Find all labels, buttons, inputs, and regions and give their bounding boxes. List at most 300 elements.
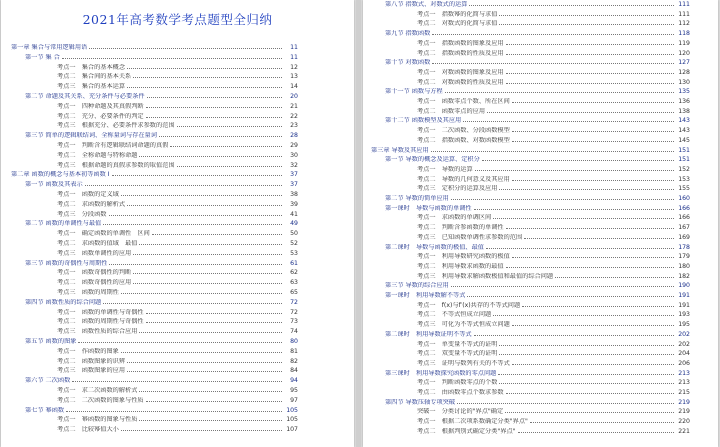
toc-entry[interactable] bbox=[25, 53, 298, 61]
toc-entry-title: 考点二 函数的周期性与奇偶性 bbox=[57, 318, 144, 326]
toc-leader-dots bbox=[499, 354, 674, 355]
toc-leader-dots bbox=[469, 5, 674, 6]
toc-entry-page: 37 bbox=[290, 181, 298, 189]
toc-entry-page: 130 bbox=[678, 78, 690, 86]
toc-leader-dots bbox=[555, 277, 674, 278]
toc-entry-page: 50 bbox=[290, 230, 298, 238]
toc-leader-dots bbox=[103, 224, 282, 225]
toc-entry-title: 第七节 幂函数 bbox=[25, 406, 65, 414]
toc-leader-dots bbox=[127, 68, 282, 69]
toc-entry[interactable] bbox=[385, 87, 690, 95]
toc-leader-dots bbox=[432, 63, 674, 64]
toc-entry[interactable] bbox=[385, 204, 690, 212]
toc-entry-title: 考点二 全称命题与特称命题 bbox=[57, 151, 138, 159]
toc-entry-title: 第二课时 利用导数证明不等式 bbox=[385, 330, 472, 338]
toc-entry-page: 23 bbox=[290, 122, 298, 130]
toc-entry-title: 第三节 简单的逻辑联结词、全称量词与存在量词 bbox=[25, 132, 157, 140]
toc-entry-title: 第三章 导数及其应用 bbox=[371, 146, 429, 154]
toc-leader-dots bbox=[506, 73, 674, 74]
toc-entry-title: 第十一节 函数与方程 bbox=[385, 88, 443, 96]
toc-entry[interactable] bbox=[417, 126, 690, 134]
toc-entry-page: 29 bbox=[290, 142, 298, 149]
toc-entry-page: 111 bbox=[678, 10, 690, 18]
toc-entry-page: 204 bbox=[678, 350, 690, 358]
toc-entry[interactable] bbox=[417, 252, 690, 260]
toc-leader-dots bbox=[512, 325, 674, 326]
toc-entry-title: 考点二 对数函数的性质及应用 bbox=[417, 78, 504, 86]
toc-entry-page: 53 bbox=[290, 249, 298, 257]
toc-entry[interactable] bbox=[385, 29, 690, 37]
toc-leader-dots bbox=[146, 401, 282, 402]
toc-entry-page: 14 bbox=[290, 83, 298, 91]
toc-leader-dots bbox=[457, 403, 674, 404]
toc-entry-page: 49 bbox=[290, 220, 298, 228]
toc-entry[interactable] bbox=[417, 407, 690, 415]
toc-entry-title: 第一课时 利用导数解不等式 bbox=[385, 292, 466, 299]
toc-entry[interactable] bbox=[417, 427, 690, 435]
toc-leader-dots bbox=[177, 126, 282, 127]
toc-entry-title: 第三课时 利用导数探究函数的零点问题 bbox=[385, 369, 497, 377]
toc-entry-title: 考点二 求函数的值域 最值 bbox=[57, 240, 138, 247]
toc-entry-page: 151 bbox=[678, 156, 690, 164]
toc-leader-dots bbox=[109, 264, 282, 265]
toc-leader-dots bbox=[127, 205, 282, 206]
toc-leader-dots bbox=[506, 44, 674, 45]
toc-leader-dots bbox=[139, 332, 282, 333]
toc-entry[interactable] bbox=[57, 102, 298, 110]
toc-entry-page: 20 bbox=[290, 93, 298, 100]
toc-entry-title: 第一章 集合与常用逻辑用语 bbox=[11, 44, 88, 51]
toc-leader-dots bbox=[152, 234, 282, 235]
toc-entry[interactable] bbox=[385, 0, 690, 8]
toc-entry[interactable] bbox=[385, 330, 690, 338]
toc-entry[interactable] bbox=[25, 298, 298, 306]
toc-entry-page: 73 bbox=[290, 318, 298, 326]
toc-entry-page: 127 bbox=[678, 59, 690, 67]
toc-leader-dots bbox=[493, 315, 674, 316]
toc-leader-dots bbox=[498, 374, 674, 375]
toc-entry-page: 160 bbox=[678, 195, 690, 202]
toc-entry[interactable] bbox=[25, 219, 298, 227]
toc-entry-title: 考点二 二次函数的图象与性质 bbox=[57, 396, 144, 404]
toc-entry[interactable] bbox=[417, 417, 690, 425]
toc-entry[interactable] bbox=[385, 398, 690, 406]
toc-entry-page: 166 bbox=[678, 214, 690, 222]
toc-leader-dots bbox=[463, 121, 674, 122]
toc-leader-dots bbox=[109, 215, 283, 216]
toc-entry-title: 考点一 f(x)与f′(x)共存的不等式问题 bbox=[417, 301, 521, 309]
toc-leader-dots bbox=[522, 306, 674, 307]
toc-entry[interactable] bbox=[57, 249, 298, 257]
toc-leader-dots bbox=[512, 141, 674, 142]
toc-entry-title: 考点二 集合间的基本关系 bbox=[57, 73, 132, 81]
toc-entry-title: 考点二 不等式恒成立问题 bbox=[417, 311, 492, 319]
toc-entry[interactable] bbox=[417, 175, 690, 183]
toc-entry-title: 考点一 判断含有逻辑联结词命题的真假 bbox=[57, 142, 169, 149]
toc-entry-title: 第六节 二次函数 bbox=[25, 377, 71, 385]
toc-entry-title: 考点一 单变量不等式的证明 bbox=[417, 340, 498, 348]
toc-entry-page: 61 bbox=[290, 259, 298, 267]
toc-leader-dots bbox=[474, 209, 674, 210]
toc-leader-dots bbox=[121, 195, 282, 196]
toc-leader-dots bbox=[112, 175, 282, 176]
toc-entry[interactable] bbox=[385, 58, 690, 66]
toc-leader-dots bbox=[445, 92, 674, 93]
toc-leader-dots bbox=[133, 254, 282, 255]
toc-entry[interactable] bbox=[417, 10, 690, 18]
toc-entry-page: 80 bbox=[290, 338, 298, 345]
toc-entry-title: 考点三 根据充分、必要条件求参数的范围 bbox=[57, 122, 175, 130]
toc-entry-page: 202 bbox=[678, 330, 690, 338]
toc-leader-dots bbox=[524, 238, 674, 239]
toc-entry[interactable] bbox=[57, 386, 298, 394]
toc-entry[interactable] bbox=[57, 415, 298, 423]
toc-entry-page: 166 bbox=[678, 204, 690, 212]
toc-entry[interactable] bbox=[57, 327, 298, 335]
toc-entry-page: 202 bbox=[678, 340, 690, 348]
toc-leader-dots bbox=[474, 335, 674, 336]
toc-entry-page: 13 bbox=[290, 73, 298, 81]
toc-entry[interactable] bbox=[25, 376, 298, 384]
toc-entry[interactable] bbox=[57, 357, 298, 365]
toc-entry[interactable] bbox=[385, 281, 690, 289]
toc-entry-page: 195 bbox=[678, 321, 690, 329]
toc-entry[interactable] bbox=[417, 39, 690, 47]
toc-leader-dots bbox=[139, 156, 282, 157]
toc-entry-page: 219 bbox=[678, 398, 690, 406]
toc-entry-title: 第三节 函数的奇偶性与周期性 bbox=[25, 259, 108, 267]
toc-leader-dots bbox=[121, 352, 282, 353]
toc-entry[interactable] bbox=[57, 210, 298, 218]
toc-entry-title: 第八节 指数式、对数式的运算 bbox=[385, 1, 468, 8]
toc-entry[interactable] bbox=[417, 233, 690, 241]
page-gap bbox=[356, 0, 361, 447]
toc-entry-page: 167 bbox=[678, 224, 690, 232]
toc-leader-dots bbox=[103, 303, 282, 304]
toc-entry[interactable] bbox=[417, 320, 690, 328]
toc-entry[interactable] bbox=[57, 161, 298, 169]
toc-entry-page: 145 bbox=[678, 136, 690, 144]
toc-entry[interactable] bbox=[385, 243, 690, 251]
toc-entry-page: 155 bbox=[678, 185, 690, 193]
toc-entry[interactable] bbox=[57, 190, 298, 198]
toc-entry-page: 107 bbox=[286, 426, 298, 434]
toc-entry-title: 第二课时 导数与函数的极值、最值 bbox=[385, 243, 484, 251]
toc-entry-title: 考点一 求函数的单调区间 bbox=[417, 214, 492, 222]
toc-entry[interactable] bbox=[57, 268, 298, 276]
toc-entry-page: 22 bbox=[290, 112, 298, 120]
toc-entry-title: 考点三 集合的基本运算 bbox=[57, 83, 126, 91]
document-title: 2021年高考数学考点题型全归纳 bbox=[82, 12, 273, 27]
toc-entry-page: 206 bbox=[678, 359, 690, 367]
toc-entry[interactable] bbox=[57, 396, 298, 404]
toc-entry-title: 第五节 函数的图象 bbox=[25, 338, 77, 345]
toc-entry-title: 考点一 对数函数的图象及应用 bbox=[417, 68, 504, 76]
toc-entry-page: 111 bbox=[678, 1, 690, 8]
toc-entry[interactable] bbox=[385, 116, 690, 124]
toc-entry-title: 第四节 导数压轴专项突破 bbox=[385, 398, 456, 406]
toc-entry[interactable] bbox=[417, 68, 690, 76]
toc-entry-title: 考点二 利用导数求函数的最值 bbox=[417, 262, 504, 270]
toc-leader-dots bbox=[147, 97, 282, 98]
toc-leader-dots bbox=[139, 244, 282, 245]
toc-entry-title: 考点二 求函数的解析式 bbox=[57, 200, 126, 208]
toc-leader-dots bbox=[499, 345, 674, 346]
toc-entry[interactable] bbox=[57, 121, 298, 129]
toc-entry[interactable] bbox=[11, 43, 298, 51]
toc-entry[interactable] bbox=[25, 406, 298, 414]
left-page bbox=[1, 0, 354, 447]
toc-entry-title: 考点二 指数函数、对数函数模型 bbox=[417, 136, 510, 144]
toc-entry-page: 213 bbox=[678, 369, 690, 377]
toc-entry[interactable] bbox=[57, 239, 298, 247]
toc-leader-dots bbox=[482, 160, 674, 161]
toc-leader-dots bbox=[146, 313, 282, 314]
toc-entry[interactable] bbox=[417, 184, 690, 192]
toc-entry[interactable] bbox=[57, 317, 298, 325]
toc-entry-title: 考点三 可化为不等式恒成立问题 bbox=[417, 321, 510, 329]
toc-entry-page: 128 bbox=[678, 68, 690, 76]
toc-entry[interactable] bbox=[371, 146, 690, 154]
toc-leader-dots bbox=[121, 430, 282, 431]
toc-entry-page: 65 bbox=[290, 289, 298, 296]
toc-entry-page: 95 bbox=[290, 387, 298, 394]
toc-leader-dots bbox=[512, 257, 674, 258]
toc-entry-page: 39 bbox=[290, 200, 298, 208]
toc-entry-title: 考点三 定积分的运算及应用 bbox=[417, 185, 498, 193]
toc-entry-title: 考点二 双变量不等式的证明 bbox=[417, 350, 498, 358]
toc-entry-page: 152 bbox=[678, 165, 690, 173]
toc-leader-dots bbox=[512, 364, 674, 365]
toc-leader-dots bbox=[506, 83, 674, 84]
toc-entry-title: 第一节 函数及其表示 bbox=[25, 181, 83, 189]
toc-entry[interactable] bbox=[385, 369, 690, 377]
toc-entry-page: 213 bbox=[678, 379, 690, 387]
toc-entry-page: 136 bbox=[678, 98, 690, 105]
toc-entry-page: 32 bbox=[290, 161, 298, 169]
toc-entry[interactable] bbox=[417, 165, 690, 173]
toc-leader-dots bbox=[451, 199, 674, 200]
toc-entry[interactable] bbox=[57, 366, 298, 374]
toc-entry-page: 193 bbox=[678, 311, 690, 319]
toc-entry[interactable] bbox=[57, 141, 298, 149]
toc-leader-dots bbox=[127, 362, 282, 363]
toc-entry-page: 220 bbox=[678, 418, 690, 426]
toc-entry[interactable] bbox=[417, 136, 690, 144]
toc-entry[interactable] bbox=[57, 347, 298, 355]
toc-entry[interactable] bbox=[57, 288, 298, 296]
toc-entry[interactable] bbox=[25, 180, 298, 188]
toc-entry[interactable] bbox=[417, 97, 690, 105]
toc-entry[interactable] bbox=[417, 349, 690, 357]
toc-entry-title: 第二章 函数的概念与基本初等函数 I bbox=[11, 171, 110, 179]
toc-entry[interactable] bbox=[417, 78, 690, 86]
toc-entry-page: 12 bbox=[290, 63, 298, 71]
toc-entry[interactable] bbox=[25, 92, 298, 100]
toc-leader-dots bbox=[475, 170, 674, 171]
toc-leader-dots bbox=[139, 391, 282, 392]
toc-entry-page: 191 bbox=[678, 301, 690, 309]
toc-entry-page: 82 bbox=[290, 357, 298, 365]
toc-entry-page: 135 bbox=[678, 88, 690, 96]
toc-entry-page: 178 bbox=[678, 243, 690, 251]
toc-entry[interactable] bbox=[57, 63, 298, 71]
toc-entry-title: 考点一 函数的单调性与奇偶性 bbox=[57, 308, 144, 316]
toc-entry[interactable] bbox=[417, 49, 690, 57]
toc-leader-dots bbox=[431, 151, 674, 152]
toc-entry-page: 30 bbox=[290, 151, 298, 159]
toc-entry[interactable] bbox=[417, 213, 690, 221]
toc-entry-page: 52 bbox=[290, 240, 298, 247]
toc-entry-title: 考点一 幂函数的图象与性质 bbox=[57, 416, 138, 424]
toc-entry[interactable] bbox=[57, 72, 298, 80]
toc-entry-page: 180 bbox=[678, 262, 690, 270]
toc-entry[interactable] bbox=[417, 378, 690, 386]
toc-entry-title: 第二节 命题及其关系、充分条件与必要条件 bbox=[25, 93, 145, 100]
toc-entry[interactable] bbox=[57, 308, 298, 316]
toc-leader-dots bbox=[177, 166, 282, 167]
toc-entry-title: 考点二 判断含参函数的单调性 bbox=[417, 224, 504, 232]
toc-leader-dots bbox=[499, 189, 674, 190]
toc-entry-title: 考点二 由函数零点个数求参数 bbox=[417, 389, 504, 396]
toc-entry-page: 169 bbox=[678, 233, 690, 241]
toc-entry-page: 105 bbox=[286, 416, 298, 424]
toc-leader-dots bbox=[506, 393, 674, 394]
toc-entry-page: 118 bbox=[678, 30, 690, 38]
toc-leader-dots bbox=[146, 322, 282, 323]
toc-entry[interactable] bbox=[417, 262, 690, 270]
toc-entry-page: 63 bbox=[290, 279, 298, 287]
toc-entry[interactable] bbox=[57, 278, 298, 286]
toc-entry-title: 考点一 作函数的图象 bbox=[57, 347, 119, 355]
toc-leader-dots bbox=[467, 296, 674, 297]
toc-entry[interactable] bbox=[417, 340, 690, 348]
toc-entry-title: 第一节 导数的概念及运算、定积分 bbox=[385, 156, 480, 164]
toc-leader-dots bbox=[66, 411, 282, 412]
toc-entry-title: 第二节 导数的简单应用 bbox=[385, 195, 449, 202]
toc-entry-page: 190 bbox=[678, 282, 690, 290]
toc-entry-page: 62 bbox=[290, 269, 298, 277]
toc-entry-page: 28 bbox=[290, 132, 298, 140]
toc-entry-title: 第九节 指数函数 bbox=[385, 30, 431, 38]
toc-entry-title: 考点二 指数函数的性质及应用 bbox=[417, 49, 504, 57]
toc-entry[interactable] bbox=[417, 359, 690, 367]
toc-entry-title: 考点一 集合的基本概念 bbox=[57, 63, 126, 71]
toc-leader-dots bbox=[506, 54, 674, 55]
toc-entry[interactable] bbox=[57, 82, 298, 90]
toc-entry-page: 37 bbox=[290, 171, 298, 179]
toc-leader-dots bbox=[127, 371, 282, 372]
toc-entry-title: 考点一 函数的定义域 bbox=[57, 191, 119, 198]
toc-leader-dots bbox=[146, 107, 282, 108]
toc-leader-dots bbox=[133, 273, 282, 274]
toc-entry-title: 考点二 比较幂值大小 bbox=[57, 426, 119, 434]
toc-entry-page: 182 bbox=[678, 272, 690, 280]
toc-entry-page: 120 bbox=[678, 49, 690, 57]
toc-entry[interactable] bbox=[417, 107, 690, 115]
toc-leader-dots bbox=[170, 146, 282, 147]
right-page bbox=[363, 0, 718, 447]
toc-entry-title: 考点三 分段函数 bbox=[57, 210, 107, 218]
toc-entry-page: 94 bbox=[290, 377, 298, 385]
toc-leader-dots bbox=[85, 185, 282, 186]
toc-entry[interactable] bbox=[57, 151, 298, 159]
toc-entry-title: 考点三 根据命题的真假求参数的取值范围 bbox=[57, 161, 175, 169]
toc-leader-dots bbox=[451, 286, 674, 287]
toc-entry-page: 179 bbox=[678, 253, 690, 261]
toc-entry-page: 119 bbox=[678, 39, 690, 47]
toc-leader-dots bbox=[146, 117, 282, 118]
toc-entry-page: 191 bbox=[678, 292, 690, 299]
toc-entry-title: 考点二 充分、必要条件的判定 bbox=[57, 112, 144, 120]
toc-entry-title: 考点二 函数奇偶性的应用 bbox=[57, 279, 132, 287]
toc-entry-title: 第一课时 导数与函数的单调性 bbox=[385, 204, 472, 212]
toc-leader-dots bbox=[72, 381, 282, 382]
toc-entry[interactable] bbox=[57, 229, 298, 237]
toc-entry[interactable] bbox=[57, 425, 298, 433]
toc-leader-dots bbox=[78, 342, 282, 343]
toc-entry-title: 第一节 集 合 bbox=[25, 53, 60, 61]
toc-entry-title: 考点一 判断函数零点的个数 bbox=[417, 379, 498, 387]
toc-entry[interactable] bbox=[25, 259, 298, 267]
toc-entry-title: 第十节 对数函数 bbox=[385, 59, 431, 67]
toc-entry-title: 考点三 函数的周期性 bbox=[57, 289, 119, 296]
toc-entry-title: 考点一 函数奇偶性的判断 bbox=[57, 269, 132, 277]
toc-entry[interactable] bbox=[25, 337, 298, 345]
toc-entry-title: 第四节 函数性质的综合问题 bbox=[25, 298, 102, 306]
toc-entry-page: 11 bbox=[290, 44, 298, 51]
toc-entry[interactable] bbox=[417, 301, 690, 309]
toc-leader-dots bbox=[127, 87, 282, 88]
toc-leader-dots bbox=[499, 24, 674, 25]
toc-entry-title: 考点一 导数的运算 bbox=[417, 165, 473, 173]
toc-entry-title: 考点三 证明与数列有关的不等式 bbox=[417, 359, 510, 367]
toc-leader-dots bbox=[506, 228, 674, 229]
toc-entry[interactable] bbox=[57, 112, 298, 120]
toc-entry-page: 38 bbox=[290, 191, 298, 198]
toc-entry-page: 41 bbox=[290, 210, 298, 218]
toc-entry[interactable] bbox=[417, 272, 690, 280]
toc-entry-title: 考点一 利用导数研究函数的极值 bbox=[417, 253, 510, 261]
toc-leader-dots bbox=[512, 180, 674, 181]
toc-entry-page: 143 bbox=[678, 127, 690, 135]
toc-leader-dots bbox=[518, 432, 674, 433]
toc-entry-title: 考点三 利用导数求解函数极值和最值的综合问题 bbox=[417, 272, 554, 280]
toc-entry[interactable] bbox=[417, 310, 690, 318]
toc-entry[interactable] bbox=[57, 200, 298, 208]
toc-entry[interactable] bbox=[385, 155, 690, 163]
toc-entry-title: 考点二 对数式的化简与求值 bbox=[417, 20, 498, 28]
toc-entry[interactable] bbox=[417, 19, 690, 27]
toc-leader-dots bbox=[139, 420, 282, 421]
toc-entry-page: 97 bbox=[290, 396, 298, 404]
toc-entry[interactable] bbox=[385, 194, 690, 202]
toc-entry-page: 21 bbox=[290, 102, 298, 110]
toc-leader-dots bbox=[62, 58, 282, 59]
toc-entry-title: 突破一 分类讨论的"界点"确定 bbox=[417, 408, 504, 416]
toc-leader-dots bbox=[499, 15, 674, 16]
toc-entry[interactable] bbox=[385, 291, 690, 299]
toc-entry[interactable] bbox=[25, 131, 298, 139]
toc-entry-title: 第二节 函数的单调性与最值 bbox=[25, 220, 102, 228]
toc-entry[interactable] bbox=[11, 170, 298, 178]
toc-entry-page: 221 bbox=[678, 427, 690, 435]
toc-entry[interactable] bbox=[417, 223, 690, 231]
toc-leader-dots bbox=[159, 136, 282, 137]
toc-leader-dots bbox=[505, 412, 674, 413]
toc-entry-title: 考点一 二次函数、分段函数模型 bbox=[417, 127, 510, 135]
toc-entry[interactable] bbox=[417, 388, 690, 396]
